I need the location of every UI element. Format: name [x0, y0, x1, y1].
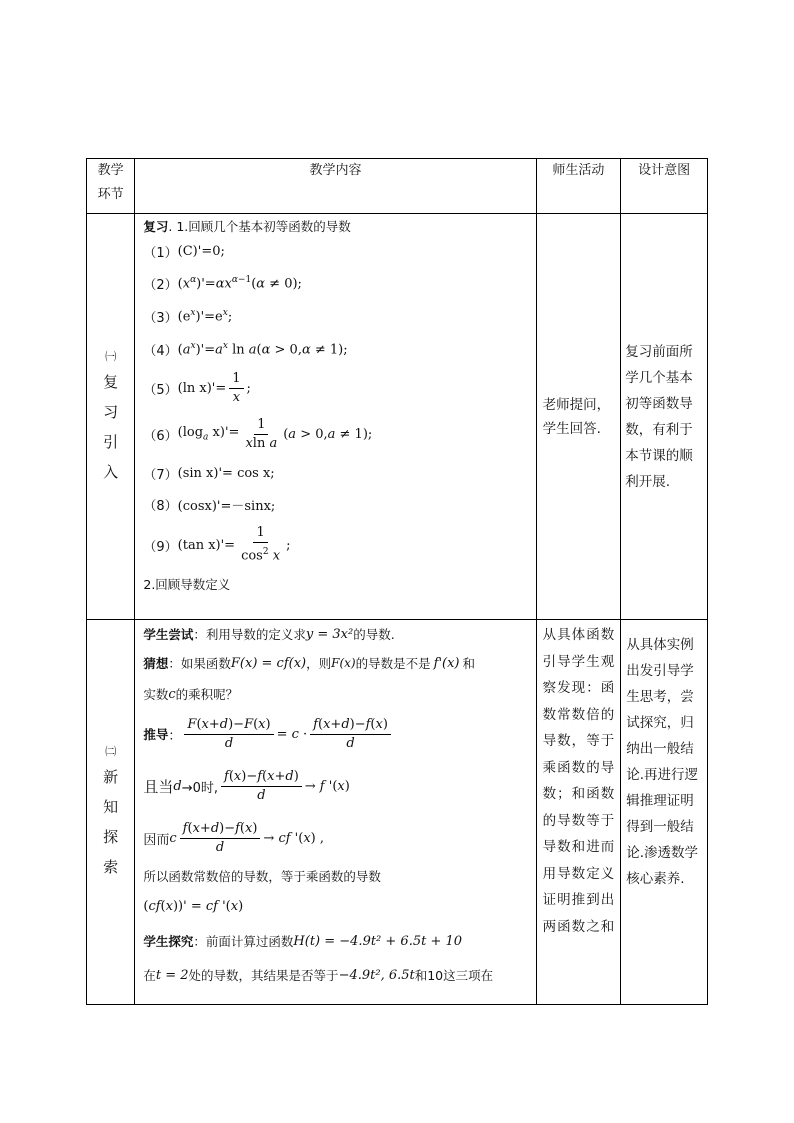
formula-8: （8） (cosx)'=－sinx;: [143, 498, 276, 514]
header-content: 教学内容: [135, 159, 536, 214]
header-activity: 师生活动: [536, 159, 621, 214]
formula-3: （3） $(e^x)'=e^x$;: [143, 307, 233, 326]
explore-intent: 从具体实例出发引导学生思考，尝试探究，归纳出一般结论.再进行逻辑推理证明得到一般结论.渗透数学核心素养.: [621, 620, 708, 1005]
explore-activity: 从具体函数引导学生观察发现：函数常数倍的导数，等于乘函数的导数；和函数的导数等于导数和进而用导数定义证明推到出两函数之和: [536, 620, 621, 1005]
conclusion-formula: (cf(x))' = cf '(x): [143, 898, 244, 914]
stage-review: [87, 214, 135, 620]
stage-number: ㈡: [105, 745, 117, 758]
guess-line: 猜想 ：如果函数 F(x) = cf(x) ，则 F(x) 的导数是不是 f'(x) 和: [143, 655, 476, 671]
stage-name: 新知探索: [103, 768, 119, 876]
limit-line: 且当 d →0时, $\frac{f(x)-f(x+d)}{d}$ → f '(x): [143, 768, 350, 803]
review-heading: [143, 216, 527, 236]
header-row: [87, 159, 708, 214]
derivation-line: 推导 ： $\frac{F(x+d)-F(x)}{d}$ = c · $\frac{f(x+d)-f(x)}{d}$: [143, 708, 527, 760]
review-label: 复习: [143, 219, 169, 234]
student-explore: 学生探究 ：前面计算过函数 H(t) = −4.9t² + 6.5t + 10: [143, 933, 463, 949]
formula-5: （5） (ln x)'= $\frac{1}{x}$ ;: [143, 370, 251, 405]
conclusion-line: 所以函数常数倍的导数，等于乘函数的导数: [143, 869, 381, 884]
explore-line-2: 在 t = 2 处的导数，其结果是否等于 −4.9t², 6.5t 和10这三项在: [143, 967, 494, 983]
hence-line: 因而 c $\frac{f(x+d)-f(x)}{d}$ → cf '(x) ,: [143, 820, 325, 855]
review-title: . 1.回顾几个基本初等函数的导数: [168, 219, 351, 234]
lesson-plan-table: [86, 158, 708, 1005]
formula-4: （4） $(a^x)'=a^x$ ln a(α > 0,α ≠ 1);: [143, 340, 348, 359]
formula-9: （9） (tan x)'= $\frac{1}{\cos^2 x}$ ;: [143, 525, 291, 564]
header-intent: 设计意图: [621, 159, 708, 214]
review-intent: 复习前面所学几个基本初等函数导数，有利于本节课的顺利开展.: [621, 214, 708, 620]
formula-6: （6） ($\log_a$ x)'= $\frac{1}{\text{xln a}}$ (a > 0,a ≠ 1);: [143, 416, 373, 451]
review-definition: 2.回顾导数定义: [143, 577, 231, 592]
review-content: [135, 214, 536, 620]
header-stage: 教学环节: [87, 159, 135, 214]
guess-line-2: 实数 c 的乘积呢？: [143, 686, 239, 702]
stage-explore: [87, 620, 135, 1005]
row-explore: [87, 620, 708, 1005]
explore-content: [135, 620, 536, 1005]
row-review: [87, 214, 708, 620]
stage-name: 复习引入: [103, 372, 119, 481]
review-activity: 老师提问，学生回答.: [536, 214, 621, 620]
student-try: 学生尝试 ：利用导数的定义求 y = 3x² 的导数.: [143, 626, 395, 642]
formula-1: （1） (C)'=0;: [143, 243, 225, 261]
stage-number: ㈠: [105, 349, 117, 363]
formula-2: （2） $(x^\alpha)'=\alpha x^{\alpha-1}(\alpha \ne 0)$;: [143, 274, 302, 293]
formula-7: （7） (sin x)'= cos x;: [143, 465, 275, 483]
